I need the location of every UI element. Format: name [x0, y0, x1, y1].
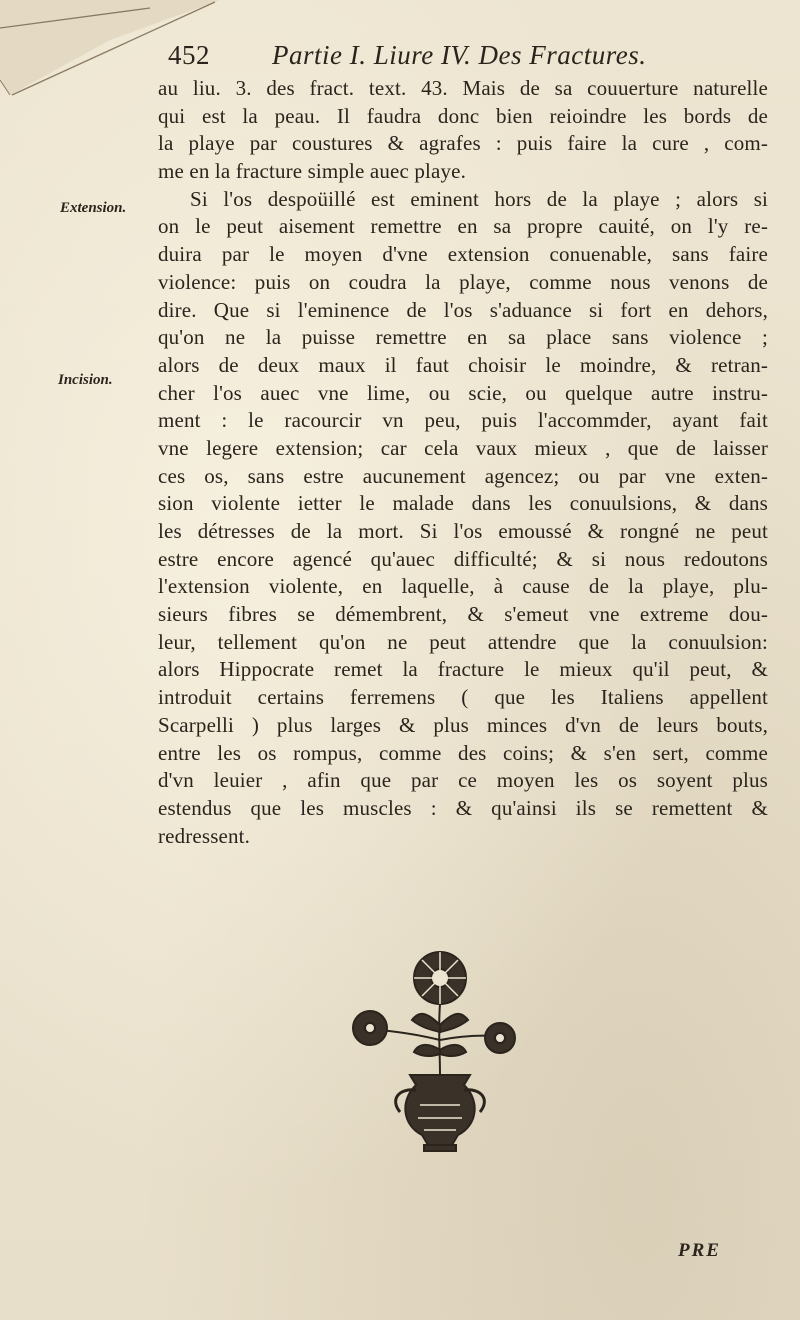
text-line: au liu. 3. des fract. text. 43. Mais de sa couuerture naturelle: [158, 76, 768, 100]
text-line: redressent.: [158, 823, 251, 848]
text-line: leur, tellement qu'on ne peut attendre que la conuulsion:: [158, 629, 768, 654]
margin-note-incision: Incision.: [58, 372, 113, 388]
page-number: 452: [168, 40, 210, 70]
text-line: alors de deux maux il faut choisir le moindre, & retran-: [158, 352, 768, 377]
body-text: [158, 75, 768, 850]
text-line: la playe par coustures & agrafes : puis faire la cure , com-: [158, 131, 768, 156]
text-line: Scarpelli ) plus larges & plus minces d'vn de leurs bouts,: [158, 712, 768, 737]
text-line: entre les os rompus, comme des coins; & s'en sert, comme: [158, 740, 768, 765]
text-line: ment : le racourcir vn peu, puis l'accommder, ayant fait: [158, 408, 768, 433]
text-line: les détresses de la mort. Si l'os emoussé & rongné ne peut: [158, 519, 768, 543]
text-line: sion violente ietter le malade dans les conuulsions, & dans: [158, 491, 768, 516]
text-line: dire. Que si l'eminence de l'os s'aduance si fort en dehors,: [158, 297, 768, 322]
margin-note-extension: Extension.: [60, 200, 127, 216]
text-line: qu'on ne la puisse remettre en sa place sans violence ;: [158, 325, 768, 350]
text-line: estendus que les muscles : & qu'ainsi ils se remettent &: [158, 795, 768, 820]
running-header: [168, 40, 728, 76]
flower-vase-ornament: [340, 940, 530, 1155]
text-line: d'vn leuier , afin que par ce moyen les os soyent plus: [158, 768, 768, 793]
text-line: violence: puis on coudra la playe, comme nous venons de: [158, 269, 768, 294]
text-line: me en la fracture simple auec playe.: [158, 159, 466, 184]
text-line: l'extension violente, en laquelle, à cause de la playe, plu-: [158, 574, 768, 599]
text-line: introduit certains ferremens ( que les Italiens appellent: [158, 685, 768, 710]
text-line: Si l'os despoüillé est eminent hors de la playe ; alors si: [190, 186, 768, 211]
catchword: PRE: [678, 1240, 721, 1261]
text-line: alors Hippocrate remet la fracture le mieux qu'il peut, &: [158, 657, 768, 682]
text-line: vne legere extension; car cela vaux mieux , que de laisser: [158, 435, 768, 460]
text-line: qui est la peau. Il faudra donc bien reioindre les bords de: [158, 103, 768, 128]
text-line: ces os, sans estre aucunement agencez; ou par vne exten-: [158, 463, 768, 488]
text-line: on le peut aisement remettre en sa propre cauité, on l'y re-: [158, 214, 768, 239]
text-line: duira par le moyen d'vne extension conuenable, sans faire: [158, 242, 768, 267]
running-title: Partie I. Liure IV. Des Fractures.: [272, 40, 647, 70]
text-line: cher l'os auec vne lime, ou scie, ou quelque autre instru-: [158, 380, 768, 405]
text-line: estre encore agencé qu'auec difficulté; & si nous redoutons: [158, 546, 768, 571]
text-line: sieurs fibres se démembrent, & s'emeut vne extreme dou-: [158, 602, 768, 627]
